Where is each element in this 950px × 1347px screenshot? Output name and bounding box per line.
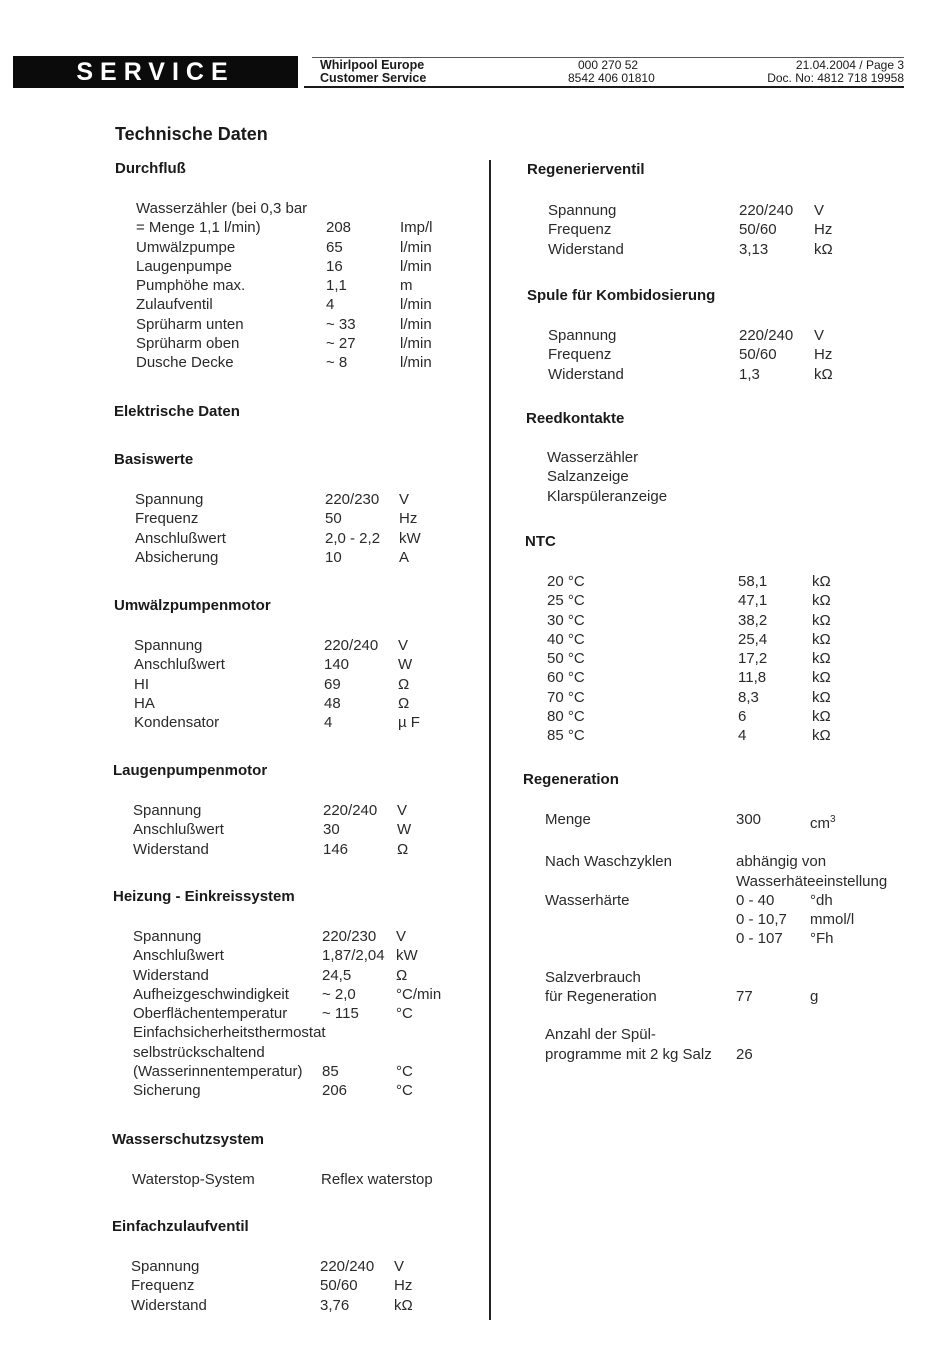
table-row xyxy=(134,713,420,732)
row-value: ~ 33 xyxy=(326,315,356,333)
ntc-table xyxy=(547,572,831,746)
row-unit: V xyxy=(398,637,409,654)
row-label: Umwälzpumpe xyxy=(136,238,236,256)
table-row xyxy=(547,630,831,649)
row-label: Oberflächentemperatur xyxy=(133,1005,288,1023)
row-value: 220/240 xyxy=(320,1258,375,1275)
table-row xyxy=(547,572,831,591)
row-value xyxy=(326,199,400,218)
row-unit: l/min xyxy=(400,354,432,372)
table-row xyxy=(136,199,433,218)
haerte-row xyxy=(545,891,887,910)
anzahl-value: 26 xyxy=(736,1045,753,1063)
table-row xyxy=(135,490,421,509)
table-row xyxy=(133,820,411,839)
table-row xyxy=(136,315,433,334)
row-value: 17,2 xyxy=(738,650,768,668)
row-value: 58,1 xyxy=(738,573,768,590)
row-label: Waterstop-System xyxy=(132,1171,255,1188)
table-row xyxy=(136,238,433,257)
heading-durchfluss: Durchfluß xyxy=(115,160,186,177)
row-value: 38,2 xyxy=(738,611,768,629)
haerte-value: 0 - 40 xyxy=(736,891,775,909)
row-label: 20 °C xyxy=(547,573,585,590)
table-row xyxy=(133,1062,441,1081)
row-unit: Hz xyxy=(814,221,833,239)
row-label: Frequenz xyxy=(548,346,612,364)
row-value: 4 xyxy=(324,714,333,732)
row-unit: l/min xyxy=(400,315,432,333)
row-label: Anschlußwert xyxy=(133,821,224,839)
row-unit: m xyxy=(400,277,413,295)
row-value: 220/240 xyxy=(323,802,378,819)
service-label: SERVICE xyxy=(76,57,235,86)
menge-unit xyxy=(810,810,836,833)
row-value: 50 xyxy=(325,510,342,528)
table-row xyxy=(135,509,421,528)
row-label: Pumphöhe max. xyxy=(136,277,246,295)
table-row xyxy=(548,220,833,239)
table-row xyxy=(136,218,433,237)
row-value: 85 xyxy=(322,1063,339,1081)
row-unit: V xyxy=(397,802,408,819)
heading-spule: Spule für Kombidosierung xyxy=(527,287,716,304)
row-value: 65 xyxy=(326,238,343,256)
row-label: Spannung xyxy=(134,637,203,654)
haerte-unit: mmol/l xyxy=(810,911,855,929)
row-label: 80 °C xyxy=(547,708,585,726)
table-row xyxy=(134,675,420,694)
row-label: 70 °C xyxy=(547,688,585,706)
row-label: Widerstand xyxy=(131,1296,207,1314)
table-row xyxy=(547,611,831,630)
table-row xyxy=(131,1296,413,1315)
row-unit: Ω xyxy=(396,966,408,984)
table-row xyxy=(547,726,831,745)
row-unit: kΩ xyxy=(812,708,831,726)
row-unit: V xyxy=(394,1258,405,1275)
table-row xyxy=(131,1257,413,1276)
table-row xyxy=(133,801,411,820)
row-unit: kΩ xyxy=(812,669,831,687)
reedkontakte-list xyxy=(547,448,667,506)
table-row xyxy=(133,1081,441,1100)
page-title: Technische Daten xyxy=(115,124,268,144)
row-unit: °C xyxy=(396,1063,413,1081)
table-row xyxy=(548,326,833,345)
menge-row xyxy=(545,810,887,833)
salz-row-1 xyxy=(545,968,887,987)
table-row xyxy=(133,1043,441,1062)
row-unit: V xyxy=(396,928,407,945)
row-value: 220/240 xyxy=(739,327,794,344)
row-unit: °C/min xyxy=(396,985,442,1003)
row-unit: kΩ xyxy=(814,365,833,383)
row-label: Dusche Decke xyxy=(136,354,234,372)
row-value: ~ 8 xyxy=(326,354,348,372)
einfachzulauf-table xyxy=(131,1257,413,1315)
haerte-value: 0 - 10,7 xyxy=(736,911,787,929)
table-row xyxy=(134,694,420,713)
row-label: Kondensator xyxy=(134,714,220,732)
row-unit: W xyxy=(397,821,412,839)
row-value: 220/240 xyxy=(324,637,379,654)
table-row xyxy=(136,334,433,353)
haerte-row xyxy=(545,929,887,948)
laugenpumpenmotor-table xyxy=(133,801,411,859)
table-row xyxy=(133,840,411,859)
row-unit: V xyxy=(814,327,825,344)
row-unit: Ω xyxy=(398,694,410,712)
row-value: 220/230 xyxy=(322,928,377,945)
table-row xyxy=(548,345,833,364)
row-label: HI xyxy=(134,675,149,693)
row-label: Spannung xyxy=(133,928,202,945)
row-label: (Wasserinnentemperatur) xyxy=(133,1063,303,1081)
row-label: Spannung xyxy=(135,491,204,508)
heading-elektrische-daten: Elektrische Daten xyxy=(114,403,240,420)
haerte-row xyxy=(545,910,887,929)
row-unit: A xyxy=(399,548,410,566)
table-row xyxy=(135,529,421,548)
row-label: selbstrückschaltend xyxy=(133,1043,265,1061)
menge-unit-sup: 3 xyxy=(830,814,836,825)
row-unit: l/min xyxy=(400,335,432,353)
regeneration-block xyxy=(545,810,887,1064)
menge-value: 300 xyxy=(736,811,762,828)
row-unit: kΩ xyxy=(394,1296,413,1314)
row-unit: kΩ xyxy=(812,592,831,610)
table-row xyxy=(132,1170,433,1189)
row-label: Spannung xyxy=(548,327,617,344)
row-value: 47,1 xyxy=(738,592,768,610)
table-row xyxy=(547,591,831,610)
heading-laugenpumpenmotor: Laugenpumpenmotor xyxy=(113,762,268,779)
row-unit: kΩ xyxy=(814,240,833,258)
salz-row-2 xyxy=(545,987,887,1006)
row-unit: V xyxy=(399,491,410,508)
row-value: 8,3 xyxy=(738,688,759,706)
heading-reedkontakte: Reedkontakte xyxy=(526,410,625,427)
row-value: 50/60 xyxy=(739,221,777,239)
table-row xyxy=(136,276,433,295)
row-unit: kW xyxy=(396,947,418,965)
heading-heizung: Heizung - Einkreissystem xyxy=(113,888,295,905)
code-line2: 8542 406 01810 xyxy=(568,71,655,85)
haerte-unit: °Fh xyxy=(810,930,834,948)
row-label: Spannung xyxy=(548,202,617,219)
menge-unit-text: cm xyxy=(810,815,830,832)
table-row xyxy=(131,1276,413,1295)
row-value: 208 xyxy=(326,219,352,237)
row-label: Laugenpumpe xyxy=(136,257,232,275)
heading-wasserschutz: Wasserschutzsystem xyxy=(112,1131,265,1148)
zyklen-row xyxy=(545,852,887,871)
column-divider xyxy=(489,160,491,1320)
row-label: 25 °C xyxy=(547,592,585,610)
table-row xyxy=(134,655,420,674)
row-unit: Hz xyxy=(814,346,833,364)
heading-regenerierventil: Regenerierventil xyxy=(527,161,645,178)
header-rule xyxy=(304,86,904,88)
row-value: 220/230 xyxy=(325,491,380,508)
row-label: Anschlußwert xyxy=(135,529,226,547)
row-unit: kΩ xyxy=(812,688,831,706)
umwaelzpumpenmotor-table xyxy=(134,636,420,732)
table-row xyxy=(547,649,831,668)
list-item: Salzanzeige xyxy=(547,468,629,486)
row-label: Widerstand xyxy=(133,840,209,858)
row-value: 2,0 - 2,2 xyxy=(325,529,381,547)
row-label: Sprüharm oben xyxy=(136,335,240,353)
row-value: ~ 27 xyxy=(326,335,356,353)
salz-label-2: für Regeneration xyxy=(545,988,657,1006)
table-row xyxy=(133,966,441,985)
row-unit: kW xyxy=(399,529,421,547)
row-label: Frequenz xyxy=(131,1277,195,1295)
table-row xyxy=(136,257,433,276)
row-value: 24,5 xyxy=(322,966,352,984)
row-value: 1,87/2,04 xyxy=(322,947,385,965)
table-row xyxy=(548,201,833,220)
row-label: Widerstand xyxy=(548,240,624,258)
heading-basiswerte: Basiswerte xyxy=(114,451,194,468)
row-value xyxy=(322,1043,396,1062)
row-value: 4 xyxy=(738,727,747,745)
row-label: 60 °C xyxy=(547,669,585,687)
zyklen-label: Nach Waschzyklen xyxy=(545,853,672,871)
row-label: Einfachsicherheitsthermostat xyxy=(133,1024,326,1042)
doc-number: Doc. No: 4812 718 19958 xyxy=(767,71,904,85)
row-value: 140 xyxy=(324,656,350,674)
row-unit: Ω xyxy=(398,675,410,693)
row-value: 16 xyxy=(326,257,343,275)
basiswerte-table xyxy=(135,490,421,567)
table-row xyxy=(136,295,433,314)
table-row xyxy=(133,1004,441,1023)
row-value: 48 xyxy=(324,694,341,712)
heading-umwaelzpumpenmotor: Umwälzpumpenmotor xyxy=(114,597,271,614)
row-label: Sicherung xyxy=(133,1082,201,1100)
heading-regeneration: Regeneration xyxy=(523,771,619,788)
row-value: 1,3 xyxy=(739,365,760,383)
regenerierventil-table xyxy=(548,201,833,259)
row-label: Widerstand xyxy=(133,966,209,984)
row-unit: W xyxy=(398,656,413,674)
haerte-label: Wasserhärte xyxy=(545,891,630,909)
row-label: 50 °C xyxy=(547,650,585,668)
row-value: 3,13 xyxy=(739,240,769,258)
haerte-unit: °dh xyxy=(810,891,833,909)
row-unit: kΩ xyxy=(812,611,831,629)
row-unit: µ F xyxy=(398,714,420,732)
table-row xyxy=(547,668,831,687)
table-row xyxy=(133,927,441,946)
row-value xyxy=(322,1023,396,1042)
row-label: HA xyxy=(134,694,155,712)
row-value: 50/60 xyxy=(320,1277,358,1295)
row-unit: Hz xyxy=(399,510,418,528)
row-value: 10 xyxy=(325,548,342,566)
row-value: 11,8 xyxy=(738,669,767,687)
heading-ntc: NTC xyxy=(525,533,556,550)
heading-einfachzulaufventil: Einfachzulaufventil xyxy=(112,1218,249,1235)
row-label: Absicherung xyxy=(135,548,219,566)
row-unit: °C xyxy=(396,1082,413,1100)
table-row xyxy=(133,946,441,965)
durchfluss-table xyxy=(136,199,433,373)
zyklen-value-1: abhängig von xyxy=(736,853,827,871)
row-unit: l/min xyxy=(400,238,432,256)
row-label: 40 °C xyxy=(547,630,585,648)
salz-unit: g xyxy=(810,988,819,1006)
wasserschutz-table xyxy=(132,1170,433,1189)
row-value: 206 xyxy=(322,1082,348,1100)
company-line2: Customer Service xyxy=(320,71,427,85)
row-unit: kΩ xyxy=(812,573,831,590)
anzahl-row-1 xyxy=(545,1025,887,1044)
row-unit: V xyxy=(814,202,825,219)
code-line1: 000 270 52 xyxy=(578,58,639,72)
salz-label-1: Salzverbrauch xyxy=(545,968,641,986)
list-item: Klarspüleranzeige xyxy=(547,487,668,505)
row-label: Wasserzähler (bei 0,3 bar xyxy=(136,200,308,217)
row-unit: Hz xyxy=(394,1277,413,1295)
row-value: 6 xyxy=(738,708,747,726)
spule-table xyxy=(548,326,833,384)
row-unit: Imp/l xyxy=(400,219,433,237)
row-label: 85 °C xyxy=(547,727,585,745)
row-unit: l/min xyxy=(400,257,432,275)
table-row xyxy=(547,688,831,707)
date-page: 21.04.2004 / Page 3 xyxy=(795,58,904,72)
row-label: Anschlußwert xyxy=(133,947,224,965)
table-row xyxy=(136,353,433,372)
table-row xyxy=(548,240,833,259)
service-banner xyxy=(13,56,298,88)
row-value: 50/60 xyxy=(739,346,777,364)
table-row xyxy=(548,365,833,384)
row-label: Widerstand xyxy=(548,365,624,383)
table-row xyxy=(134,636,420,655)
salz-value: 77 xyxy=(736,988,753,1006)
row-value: ~ 2,0 xyxy=(322,985,356,1003)
row-value: 220/240 xyxy=(739,202,794,219)
zyklen-value-2: Wasserhäteeinstellung xyxy=(736,872,888,890)
zyklen-row-2 xyxy=(545,872,887,891)
row-unit: Ω xyxy=(397,840,409,858)
company-line1: Whirlpool Europe xyxy=(320,58,425,72)
table-row xyxy=(547,707,831,726)
menge-label: Menge xyxy=(545,811,591,828)
row-value: 3,76 xyxy=(320,1296,350,1314)
row-label: Frequenz xyxy=(135,510,199,528)
heizung-table xyxy=(133,927,441,1101)
row-unit: l/min xyxy=(400,296,432,314)
row-label: Anschlußwert xyxy=(134,656,225,674)
row-value: 30 xyxy=(323,821,340,839)
row-unit: °C xyxy=(396,1005,413,1023)
table-row xyxy=(133,1023,441,1042)
row-label: Frequenz xyxy=(548,221,612,239)
row-label: Zulaufventil xyxy=(136,296,213,314)
row-unit: kΩ xyxy=(812,650,831,668)
row-label: Sprüharm unten xyxy=(136,315,244,333)
row-value: 69 xyxy=(324,675,341,693)
table-row xyxy=(135,548,421,567)
row-label: Spannung xyxy=(131,1258,200,1275)
anzahl-label-1: Anzahl der Spül- xyxy=(545,1026,656,1044)
anzahl-row-2 xyxy=(545,1045,887,1064)
row-value: 1,1 xyxy=(326,277,347,295)
row-unit: kΩ xyxy=(812,630,831,648)
row-label: Aufheizgeschwindigkeit xyxy=(133,985,289,1003)
row-value: ~ 115 xyxy=(322,1005,359,1023)
list-item: Wasserzähler xyxy=(547,449,639,466)
row-value: Reflex waterstop xyxy=(321,1171,433,1188)
row-unit: kΩ xyxy=(812,727,831,745)
row-value: 4 xyxy=(326,296,335,314)
row-value: 25,4 xyxy=(738,630,768,648)
row-value: 146 xyxy=(323,840,349,858)
row-label: 30 °C xyxy=(547,611,585,629)
row-label: Spannung xyxy=(133,802,202,819)
row-label: = Menge 1,1 l/min) xyxy=(136,219,261,237)
haerte-value: 0 - 107 xyxy=(736,930,783,948)
anzahl-label-2: programme mit 2 kg Salz xyxy=(545,1045,712,1063)
table-row xyxy=(133,985,441,1004)
